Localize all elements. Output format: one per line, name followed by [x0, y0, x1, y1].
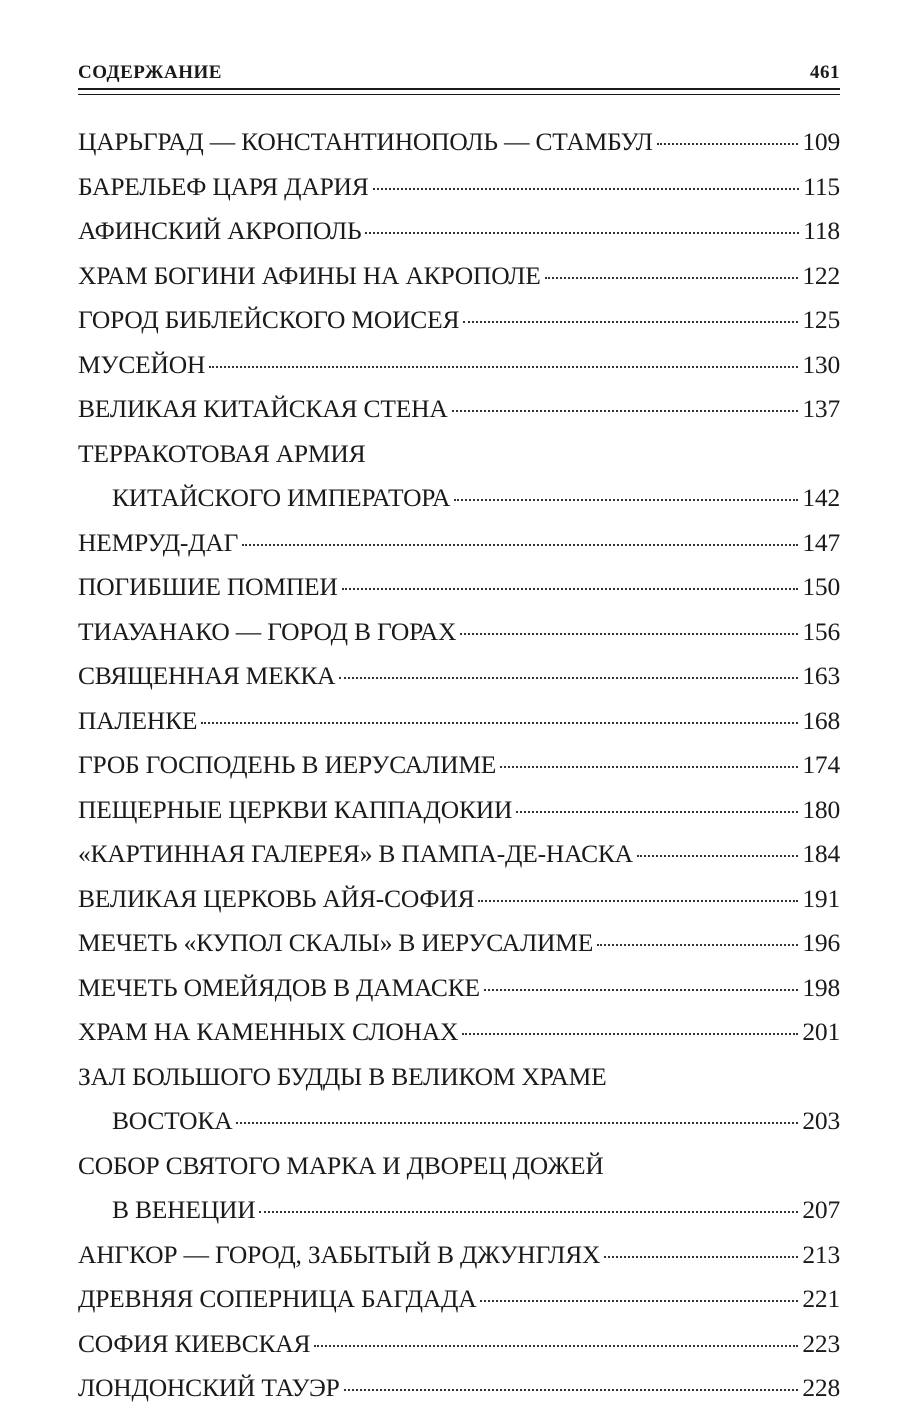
- toc-entry-title: В ВЕНЕЦИИ: [112, 1195, 256, 1224]
- dot-leader: [242, 542, 798, 546]
- toc-entry-title: ПЕЩЕРНЫЕ ЦЕРКВИ КАППАДОКИИ: [78, 794, 513, 824]
- toc-entry-page: 174: [802, 750, 840, 779]
- toc-entry-page: 228: [802, 1373, 840, 1402]
- toc-entry-page: 184: [802, 839, 840, 868]
- toc-entry: [78, 521, 840, 566]
- table-of-contents: [78, 120, 840, 1411]
- dot-leader: [545, 275, 799, 279]
- toc-entry-page: 109: [802, 127, 840, 156]
- toc-entry: [78, 1233, 840, 1278]
- toc-entry-page: 137: [802, 394, 840, 423]
- dot-leader: [344, 1387, 799, 1391]
- dot-leader: [657, 141, 799, 145]
- toc-entry: [78, 610, 840, 655]
- dot-leader: [478, 898, 798, 902]
- toc-entry-page: 213: [802, 1239, 840, 1269]
- toc-entry-title-line1: ЗАЛ БОЛЬШОГО БУДДЫ В ВЕЛИКОМ ХРАМЕ: [78, 1061, 607, 1091]
- toc-entry-page: 191: [802, 883, 840, 913]
- dot-leader: [373, 186, 800, 190]
- toc-entry-page: 142: [802, 483, 840, 512]
- toc-entry-page: 180: [802, 794, 840, 824]
- toc-entry-line: [78, 1277, 840, 1322]
- toc-entry-line: [78, 298, 840, 343]
- toc-entry-title-line1: СОБОР СВЯТОГО МАРКА И ДВОРЕЦ ДОЖЕЙ: [78, 1150, 604, 1180]
- toc-entry: [78, 877, 840, 922]
- toc-entry-line: [78, 1366, 840, 1411]
- toc-entry-line: [78, 921, 840, 966]
- toc-entry: [78, 966, 840, 1011]
- toc-entry-page: 207: [802, 1195, 840, 1224]
- toc-entry-line: [78, 788, 840, 833]
- toc-entry-line: [78, 966, 840, 1011]
- toc-entry: [78, 1277, 840, 1322]
- toc-entry-page: 221: [802, 1284, 840, 1313]
- toc-entry: [78, 298, 840, 343]
- toc-entry-line: [78, 343, 840, 388]
- toc-entry: [78, 654, 840, 699]
- toc-entry-title: «КАРТИННАЯ ГАЛЕРЕЯ» В ПАМПА-ДЕ-НАСКА: [78, 839, 633, 868]
- toc-entry-line: [78, 565, 840, 610]
- dot-leader: [201, 720, 798, 724]
- toc-entry-page: 156: [802, 616, 840, 646]
- toc-entry-line: [78, 832, 840, 877]
- dot-leader: [342, 586, 799, 590]
- toc-entry: [78, 1055, 840, 1144]
- toc-entry-line: [78, 521, 840, 566]
- dot-leader: [500, 764, 798, 768]
- toc-entry: [78, 343, 840, 388]
- toc-entry-title: МУСЕЙОН: [78, 349, 206, 379]
- toc-entry-title: ГОРОД БИБЛЕЙСКОГО МОИСЕЯ: [78, 305, 460, 334]
- toc-entry-page: 130: [802, 349, 840, 379]
- toc-entry-title: БАРЕЛЬЕФ ЦАРЯ ДАРИЯ: [78, 171, 369, 201]
- dot-leader: [463, 319, 798, 323]
- toc-entry-line: [78, 1010, 840, 1055]
- toc-entry-title: ХРАМ БОГИНИ АФИНЫ НА АКРОПОЛЕ: [78, 260, 541, 290]
- toc-entry-title: ВОСТОКА: [112, 1106, 233, 1135]
- toc-entry-line: [78, 120, 840, 165]
- toc-entry-title: ЛОНДОНСКИЙ ТАУЭР: [78, 1373, 340, 1402]
- toc-entry-title: МЕЧЕТЬ ОМЕЙЯДОВ В ДАМАСКЕ: [78, 972, 480, 1002]
- toc-entry: [78, 1366, 840, 1411]
- toc-entry-line: [78, 1233, 840, 1278]
- toc-entry: [78, 699, 840, 744]
- toc-entry-line: [78, 699, 840, 744]
- toc-entry-page: 201: [802, 1017, 840, 1046]
- toc-entry: [78, 921, 840, 966]
- toc-entry-line: [78, 1322, 840, 1367]
- dot-leader: [209, 364, 798, 368]
- dot-leader: [480, 1298, 798, 1302]
- toc-entry-page: 163: [802, 661, 840, 690]
- toc-entry-page: 122: [802, 260, 840, 290]
- header-rule-thick: [78, 88, 840, 90]
- toc-entry-page: 125: [802, 305, 840, 334]
- dot-leader: [597, 942, 798, 946]
- toc-entry-title-line1: ТЕРРАКОТОВАЯ АРМИЯ: [78, 438, 366, 468]
- page-number: 461: [810, 62, 840, 83]
- toc-entry: [78, 1010, 840, 1055]
- dot-leader: [454, 497, 798, 501]
- toc-entry-line: [78, 610, 840, 655]
- dot-leader: [365, 230, 799, 234]
- toc-entry: [78, 432, 840, 521]
- toc-entry-line: [78, 387, 840, 432]
- toc-entry: [78, 832, 840, 877]
- dot-leader: [452, 408, 799, 412]
- toc-entry-line: [78, 165, 840, 210]
- toc-entry-title: ПОГИБШИЕ ПОМПЕИ: [78, 572, 338, 601]
- dot-leader: [339, 675, 798, 679]
- toc-entry-line: [78, 654, 840, 699]
- toc-entry-page: 196: [802, 928, 840, 957]
- toc-entry-title: МЕЧЕТЬ «КУПОЛ СКАЛЫ» В ИЕРУСАЛИМЕ: [78, 928, 594, 957]
- toc-entry-page: 203: [802, 1106, 840, 1135]
- toc-entry: [78, 165, 840, 210]
- toc-entry-line: [78, 1099, 840, 1144]
- toc-entry: [78, 387, 840, 432]
- toc-entry-title: ВЕЛИКАЯ КИТАЙСКАЯ СТЕНА: [78, 394, 448, 423]
- toc-entry-page: 118: [803, 216, 840, 245]
- toc-entry: [78, 743, 840, 788]
- header-rule-thin: [78, 94, 840, 95]
- toc-entry: [78, 1144, 840, 1233]
- dot-leader: [637, 853, 798, 857]
- toc-entry: [78, 120, 840, 165]
- toc-entry-title: КИТАЙСКОГО ИМПЕРАТОРА: [112, 483, 451, 512]
- toc-entry-page: 223: [802, 1328, 840, 1358]
- dot-leader: [259, 1209, 798, 1213]
- toc-entry-line: [78, 209, 840, 254]
- toc-entry: [78, 209, 840, 254]
- toc-entry-page: 168: [802, 705, 840, 735]
- toc-entry-title: ЦАРЬГРАД — КОНСТАНТИНОПОЛЬ — СТАМБУЛ: [78, 127, 653, 156]
- toc-entry-title: ДРЕВНЯЯ СОПЕРНИЦА БАГДАДА: [78, 1284, 477, 1313]
- toc-entry-title: СОФИЯ КИЕВСКАЯ: [78, 1328, 311, 1358]
- section-title: СОДЕРЖАНИЕ: [78, 62, 222, 83]
- toc-entry-title: АФИНСКИЙ АКРОПОЛЬ: [78, 216, 362, 245]
- toc-entry-title: АНГКОР — ГОРОД, ЗАБЫТЫЙ В ДЖУНГЛЯХ: [78, 1239, 601, 1269]
- toc-entry-title: СВЯЩЕННАЯ МЕККА: [78, 661, 336, 690]
- toc-entry-title: ХРАМ НА КАМЕННЫХ СЛОНАХ: [78, 1017, 459, 1046]
- running-header: [78, 52, 840, 84]
- toc-entry-line: [78, 877, 840, 922]
- toc-entry-title: ВЕЛИКАЯ ЦЕРКОВЬ АЙЯ-СОФИЯ: [78, 883, 475, 913]
- toc-entry-page: 115: [803, 171, 840, 201]
- toc-entry-title: ГРОБ ГОСПОДЕНЬ В ИЕРУСАЛИМЕ: [78, 750, 497, 779]
- toc-entry-line: [78, 476, 840, 521]
- toc-entry: [78, 254, 840, 299]
- dot-leader: [236, 1120, 798, 1124]
- dot-leader: [604, 1254, 798, 1258]
- toc-entry-title: ПАЛЕНКЕ: [78, 705, 198, 735]
- toc-entry-page: 150: [802, 572, 840, 601]
- toc-entry-page: 198: [802, 972, 840, 1002]
- toc-entry: [78, 788, 840, 833]
- toc-entry-page: 147: [802, 527, 840, 557]
- toc-entry-title: НЕМРУД-ДАГ: [78, 527, 239, 557]
- toc-entry: [78, 565, 840, 610]
- dot-leader: [516, 809, 798, 813]
- dot-leader: [460, 631, 798, 635]
- dot-leader: [484, 987, 798, 991]
- toc-entry-line: [78, 743, 840, 788]
- toc-entry-line: [78, 254, 840, 299]
- toc-entry-title: ТИАУАНАКО — ГОРОД В ГОРАХ: [78, 616, 457, 646]
- toc-entry-line: [78, 1188, 840, 1233]
- dot-leader: [314, 1343, 798, 1347]
- dot-leader: [462, 1031, 798, 1035]
- toc-entry: [78, 1322, 840, 1367]
